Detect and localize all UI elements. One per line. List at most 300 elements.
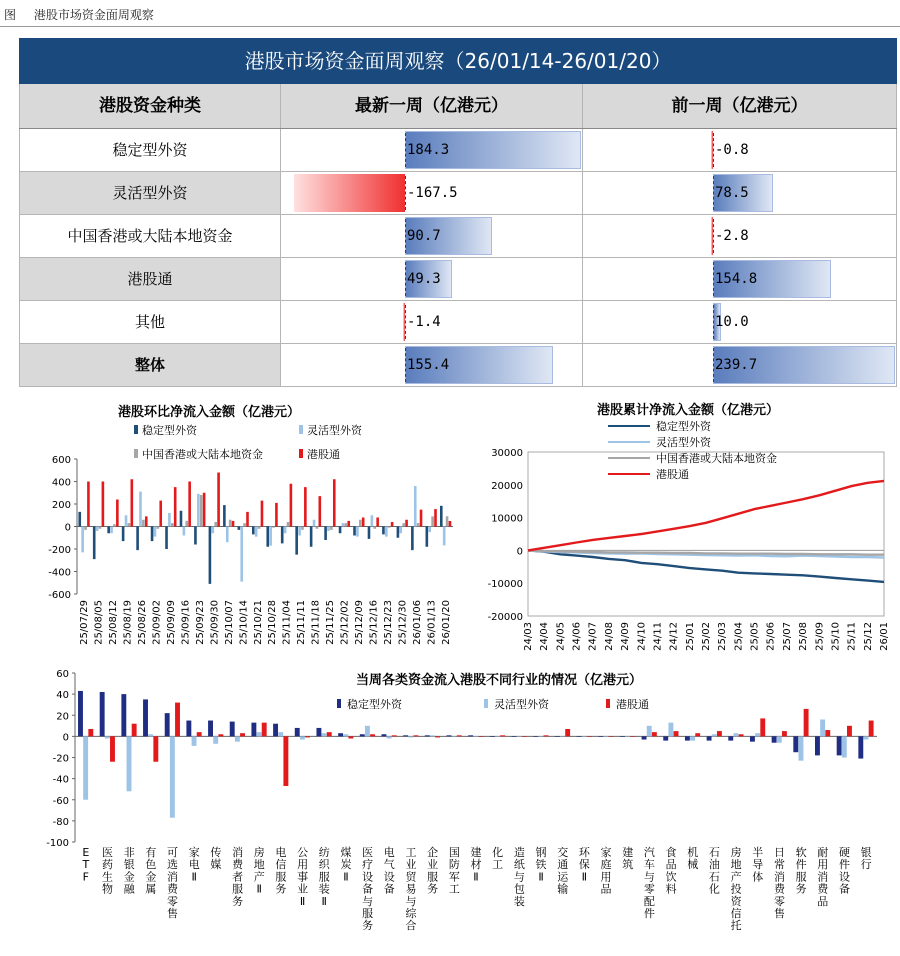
bar-1	[148, 734, 153, 736]
bar-0	[266, 527, 269, 547]
y-tick-label: -60	[52, 795, 69, 807]
bar-3	[420, 510, 423, 527]
bar-0	[151, 527, 154, 542]
category-label-char: 工	[448, 882, 460, 896]
bar-2	[345, 523, 348, 526]
x-tick-label: 25/09/23	[194, 600, 206, 645]
bar-2	[218, 734, 223, 736]
x-tick-label: 25/09/09	[166, 600, 177, 645]
bar-1	[755, 733, 760, 736]
bar-0	[620, 736, 625, 737]
bar-1	[327, 527, 330, 532]
table-row	[19, 129, 897, 172]
category-label-char: 电	[188, 858, 200, 872]
x-tick-label: 24/08	[603, 622, 615, 651]
bar-1	[257, 732, 262, 736]
value-label: 78.5	[715, 185, 749, 201]
category-label-char: 国	[448, 846, 460, 859]
x-tick-label: 25/12	[862, 622, 874, 651]
category-label	[275, 845, 286, 896]
bar-2	[804, 709, 809, 736]
category-label-char: 材	[470, 858, 482, 872]
bar-3	[102, 482, 105, 527]
bar-0	[165, 527, 168, 550]
x-tick-label: 24/03	[523, 622, 534, 651]
category-label-char: 服	[275, 870, 287, 884]
category-label-char: 零	[773, 894, 785, 908]
bar-3	[174, 487, 177, 526]
series-line-3	[528, 481, 884, 551]
category-label-char: 械	[687, 858, 699, 872]
x-tick-label: 25/11/04	[281, 600, 293, 645]
category-label-char: 品	[600, 882, 612, 896]
bar-0	[324, 527, 327, 541]
bar-0	[136, 527, 139, 551]
bar-2	[330, 527, 333, 530]
legend-label: 中国香港或大陆本地资金	[142, 448, 263, 461]
y-tick-label: -600	[48, 590, 71, 601]
category-label-char: 通	[557, 858, 569, 872]
bar-3	[319, 496, 322, 526]
category-label-char: 金	[145, 870, 157, 884]
category-label-char: 生	[102, 870, 114, 884]
category-cell: 稳定型外资	[19, 129, 281, 171]
category-label-char: 设	[838, 870, 850, 884]
category-label-char: 工	[492, 858, 504, 872]
category-label-char: Ⅱ	[256, 882, 262, 896]
category-label-char: 企	[427, 846, 439, 859]
x-tick-label: 25/11/25	[325, 600, 337, 645]
category-label-char: E	[82, 846, 90, 859]
category-label-char: 消	[773, 870, 785, 884]
y-tick-label: 20000	[491, 480, 523, 492]
y-tick-label: -20	[52, 753, 69, 765]
bar-1	[127, 736, 132, 791]
bar-0	[252, 527, 255, 535]
bar-0	[382, 527, 385, 535]
legend-swatch	[337, 699, 341, 708]
y-tick-label: 30000	[491, 448, 523, 459]
legend-swatch	[134, 425, 138, 434]
bar-1	[443, 527, 446, 546]
bar-1	[139, 492, 142, 527]
x-tick-label: 25/10/28	[267, 600, 279, 645]
bar-1	[211, 527, 214, 534]
x-tick-label: 25/12/16	[368, 600, 380, 645]
bar-0	[209, 527, 212, 584]
legend-label: 灵活型外资	[656, 436, 711, 449]
category-label	[384, 845, 395, 896]
category-label-char: 化	[492, 846, 504, 859]
category-label-char: 业	[427, 858, 439, 872]
bar-0	[230, 722, 235, 737]
bar-2	[609, 736, 614, 737]
bar-2	[522, 736, 527, 737]
prev-cell	[583, 172, 897, 214]
value-label: 184.3	[407, 142, 450, 158]
bar-0	[793, 736, 798, 752]
bar-0	[100, 692, 105, 736]
table-row	[19, 344, 897, 387]
bar-3	[333, 479, 336, 526]
bar-2	[847, 726, 852, 737]
bar-2	[229, 520, 232, 527]
bar-1	[83, 736, 88, 799]
y-tick-label: 10000	[491, 513, 523, 525]
x-tick-label: 25/08/19	[122, 600, 134, 645]
x-tick-label: 25/05	[749, 622, 761, 651]
legend-label: 港股通	[616, 698, 649, 711]
bar-2	[327, 732, 332, 736]
bar-1	[560, 736, 565, 737]
table-body	[19, 129, 897, 387]
bar-0	[238, 527, 241, 530]
category-label-char: 油	[708, 858, 720, 872]
category-label-char: 件	[643, 907, 655, 920]
category-label-char: 装	[318, 882, 330, 896]
category-label	[644, 846, 655, 920]
x-tick-label: 25/12/30	[397, 600, 409, 645]
category-label-char: 医	[102, 846, 114, 859]
bar-2	[402, 523, 405, 526]
bar-0	[122, 527, 125, 542]
x-tick-label: 25/02	[701, 622, 712, 651]
category-label-char: 地	[253, 858, 265, 872]
category-label-char: 药	[102, 858, 114, 872]
latest-cell	[281, 344, 583, 386]
bar-1	[110, 527, 113, 534]
category-label-char: 媒	[210, 858, 222, 872]
bar-3	[434, 509, 437, 526]
zero-axis-line	[405, 262, 406, 296]
bar-1	[428, 527, 431, 533]
category-label	[601, 845, 612, 896]
x-tick-label: 25/08/05	[93, 600, 105, 645]
bar-3	[304, 487, 307, 526]
bar-0	[223, 505, 226, 526]
category-label	[210, 845, 221, 871]
bar-1	[125, 515, 128, 526]
x-tick-label: 25/09/16	[180, 600, 192, 645]
table-row	[19, 215, 897, 258]
category-label-char: 煤	[340, 846, 352, 859]
bar-3	[347, 521, 350, 527]
bar-1	[356, 527, 359, 537]
bar-0	[815, 736, 820, 755]
bar-1	[298, 527, 301, 536]
prev-cell	[583, 215, 897, 257]
bar-1	[582, 736, 587, 737]
legend-swatch	[484, 699, 488, 708]
bar-1	[414, 486, 417, 527]
category-label-char: 信	[730, 907, 742, 920]
category-cell: 港股通	[19, 258, 281, 300]
bar-0	[368, 527, 371, 539]
category-label-char: 费	[167, 882, 179, 896]
category-label-char: 传	[210, 846, 222, 859]
category-label-char: 费	[773, 882, 785, 896]
category-label-char: 与	[405, 894, 417, 908]
x-tick-label: 25/10	[830, 622, 842, 651]
zero-axis-line	[713, 262, 714, 296]
category-label-char: 运	[557, 870, 569, 884]
x-tick-label: 25/04	[733, 622, 745, 651]
bar-0	[78, 512, 81, 527]
series-line-2	[528, 550, 884, 554]
bar-0	[440, 506, 443, 527]
bar-1	[170, 736, 175, 817]
y-tick-label: 40	[56, 690, 69, 702]
category-label-char: Ⅱ	[581, 870, 588, 884]
category-cell: 灵活型外资	[19, 172, 281, 214]
bar-2	[373, 527, 376, 529]
bar-1	[517, 736, 522, 737]
bar-1	[712, 734, 717, 736]
bar-0	[533, 736, 538, 737]
header-category: 港股资金种类	[19, 84, 281, 128]
bar-0	[858, 736, 863, 758]
category-label-char: 疗	[362, 858, 374, 872]
x-tick-label: 25/08/26	[137, 600, 149, 645]
bar-0	[281, 527, 284, 544]
bar-1	[343, 734, 348, 736]
x-tick-label: 25/12/23	[382, 600, 394, 645]
category-label-char: 装	[513, 894, 525, 908]
figure-number: 图	[4, 8, 17, 22]
zero-axis-line	[713, 348, 714, 382]
bar-2	[99, 527, 102, 529]
bar-2	[565, 729, 570, 736]
bar-2	[348, 736, 353, 738]
bar-0	[411, 527, 414, 551]
category-label-char: 托	[730, 919, 742, 933]
zero-axis-line	[713, 219, 714, 253]
category-label-char: 售	[773, 907, 785, 920]
weekly-net-inflow-chart	[19, 392, 463, 668]
legend-label: 中国香港或大陆本地资金	[656, 452, 777, 465]
category-label-char: 事	[297, 870, 309, 884]
category-label-char: 设	[362, 870, 374, 884]
y-tick-label: -20000	[487, 612, 523, 623]
x-tick-label: 25/12/02	[339, 600, 351, 645]
bar-1	[284, 527, 287, 534]
category-label-char: 导	[752, 858, 764, 872]
bar-2	[142, 520, 145, 527]
category-label-char: 件	[838, 858, 850, 872]
bar-1	[269, 527, 272, 546]
category-label	[405, 846, 417, 932]
bar-0	[512, 736, 517, 737]
category-label-char: 色	[145, 858, 157, 872]
category-label-char: 与	[513, 870, 525, 884]
table-row	[19, 301, 897, 344]
header-latest-week: 最新一周（亿港元）	[281, 84, 583, 128]
bar-2	[457, 735, 462, 736]
y-tick-label: 0	[64, 522, 71, 534]
category-label-char: 配	[643, 894, 655, 908]
value-label: -2.8	[715, 228, 749, 244]
category-label	[817, 845, 829, 908]
bar-0	[310, 527, 313, 547]
bar-2	[258, 527, 261, 529]
bar-1	[452, 736, 457, 737]
plot-frame	[528, 452, 884, 616]
bar-1	[603, 736, 608, 737]
bar-2	[695, 733, 700, 736]
prev-cell	[583, 258, 897, 300]
category-label-char: 易	[405, 882, 417, 896]
bar-0	[685, 736, 690, 740]
x-tick-label: 24/12	[668, 622, 680, 651]
bar-1	[81, 527, 84, 553]
bar-1	[371, 515, 374, 526]
bar-2	[479, 736, 484, 737]
x-tick-label: 25/12/09	[354, 600, 365, 645]
bar-3	[449, 521, 452, 527]
category-label-char: F	[82, 870, 90, 884]
bar-2	[413, 735, 418, 736]
legend-swatch	[299, 449, 303, 458]
x-tick-label: 25/10/21	[252, 600, 264, 645]
category-label-char: 医	[362, 846, 374, 859]
category-label	[579, 846, 591, 883]
industry-flow-chart	[19, 664, 897, 954]
bar-1	[168, 513, 171, 527]
bar-2	[739, 734, 744, 736]
value-label: -167.5	[407, 185, 458, 201]
category-label	[427, 845, 438, 896]
bar-0	[750, 736, 755, 741]
legend-label: 稳定型外资	[656, 420, 711, 433]
bar-2	[316, 527, 319, 529]
bar-2	[287, 522, 290, 527]
category-label-char: 务	[362, 919, 374, 933]
category-label	[796, 846, 807, 896]
bar-3	[145, 516, 148, 526]
bar-2	[175, 703, 180, 737]
bar-1	[495, 736, 500, 737]
category-label-char: Ⅱ	[191, 870, 197, 884]
category-label-char: 交	[557, 846, 569, 859]
category-label-char: 公	[297, 846, 309, 859]
bar-0	[338, 733, 343, 736]
bar-2	[370, 734, 375, 736]
bar-1	[255, 527, 258, 537]
category-label-char: 纺	[318, 846, 330, 859]
bar-3	[261, 501, 264, 527]
y-tick-label: -80	[52, 816, 69, 828]
bar-2	[717, 731, 722, 736]
table-row	[19, 172, 897, 215]
category-label-char: 有	[145, 846, 157, 859]
bar-2	[132, 724, 137, 737]
value-label: 154.8	[715, 271, 758, 287]
bar-1	[183, 527, 186, 536]
value-label: 49.3	[407, 271, 441, 287]
category-label-char: 品	[817, 894, 829, 908]
bar-2	[305, 736, 310, 737]
bar-2	[500, 735, 505, 736]
bar-2	[157, 527, 160, 529]
prev-cell	[583, 301, 897, 343]
bar-1	[96, 527, 99, 532]
bar-3	[217, 473, 220, 527]
bar-2	[200, 495, 203, 527]
category-label-char: 半	[752, 846, 764, 859]
category-label-char: 造	[513, 846, 525, 859]
y-tick-label: 600	[51, 455, 71, 466]
bar-1	[408, 736, 413, 737]
bar-1	[213, 736, 218, 743]
bar-2	[431, 516, 434, 526]
category-label-char: 选	[167, 858, 179, 872]
category-label-char: 织	[318, 858, 330, 872]
category-label-char: 服	[232, 882, 244, 896]
chart-title: 港股累计净流入金额（亿港元）	[596, 403, 780, 418]
category-label-char: 机	[687, 846, 699, 859]
bar-0	[598, 736, 603, 737]
category-label	[297, 846, 308, 908]
category-label-char: 包	[513, 882, 525, 896]
category-label-char: 费	[232, 858, 244, 872]
bar-3	[275, 503, 278, 527]
category-label-char: 家	[188, 846, 200, 859]
bar-1	[733, 733, 738, 736]
bar-3	[246, 512, 249, 527]
bar-3	[116, 500, 119, 527]
category-label-char: 用	[297, 858, 309, 872]
zero-axis-line	[713, 176, 714, 210]
bar-2	[435, 736, 440, 737]
bar-0	[642, 736, 647, 739]
y-tick-label: 400	[51, 477, 71, 489]
category-label	[124, 845, 136, 896]
legend-label: 港股通	[656, 468, 689, 481]
bar-0	[555, 736, 560, 737]
figure-caption	[4, 6, 154, 23]
bar-3	[87, 482, 90, 527]
category-label-char: 可	[167, 846, 179, 859]
category-label-char: 日	[773, 846, 785, 859]
category-label-char: 耐	[817, 846, 829, 859]
bar-1	[668, 723, 673, 737]
category-label	[687, 845, 698, 871]
latest-cell	[281, 258, 583, 300]
latest-cell	[281, 129, 583, 171]
category-label-char: 备	[838, 882, 850, 896]
bar-0	[577, 736, 582, 737]
y-tick-label: 60	[56, 669, 69, 680]
value-label: 10.0	[715, 314, 749, 330]
bar-0	[273, 724, 278, 737]
legend-swatch	[134, 449, 138, 458]
value-label: -0.8	[715, 142, 749, 158]
bar-3	[391, 522, 394, 527]
x-tick-label: 25/09/02	[151, 600, 163, 645]
bar-1	[690, 736, 695, 740]
bar-3	[188, 482, 191, 527]
bar-1	[105, 736, 110, 738]
category-label-char: 汽	[643, 846, 655, 859]
category-label-char: 车	[643, 858, 655, 872]
category-label-char: 综	[405, 907, 417, 920]
bar-2	[113, 524, 116, 526]
category-label-char: 输	[557, 882, 569, 896]
category-label-char: 产	[253, 870, 265, 884]
x-tick-label: 25/11	[846, 622, 858, 651]
latest-cell	[281, 215, 583, 257]
bar-1	[385, 527, 388, 537]
